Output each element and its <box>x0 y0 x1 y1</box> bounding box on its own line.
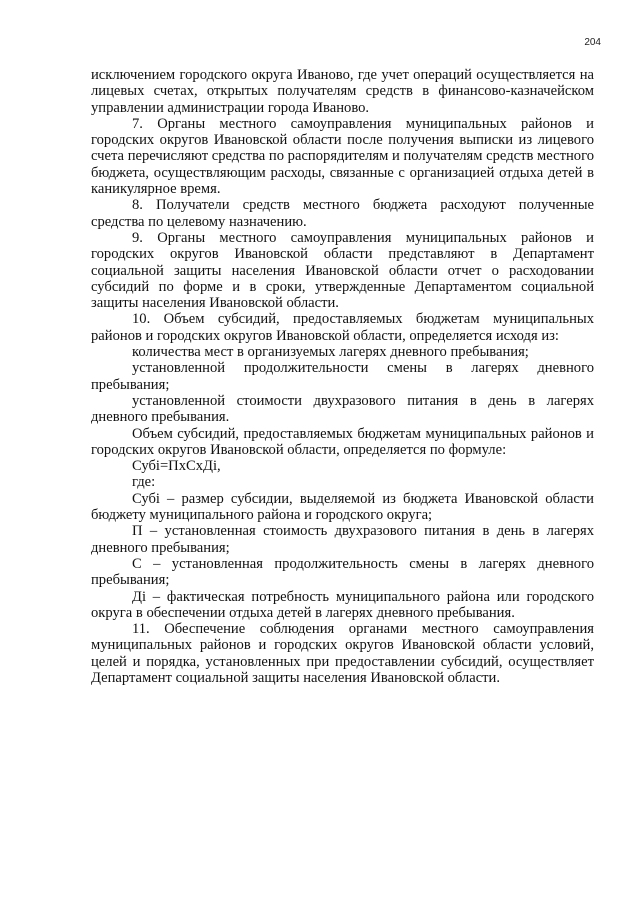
paragraph-item-7: 7. Органы местного самоуправления муниципальных районов и городских округов Ивановской области после получения выписки из лицевого счета перечисляют средства по распорядителям и получателям средств местного бюджета, осуществляющим расходы, связанные с организацией отдыха детей в каникулярное время. <box>91 115 594 198</box>
paragraph-item-8: 8. Получатели средств местного бюджета расходуют полученные средства по целевому назначению. <box>91 197 594 230</box>
definition-p: П – установленная стоимость двухразового питания в день в лагерях дневного пребывания; <box>91 523 594 556</box>
paragraph-formula-intro: Объем субсидий, предоставляемых бюджетам муниципальных районов и городских округов Ивановской области, определяется по формуле: <box>91 425 594 458</box>
list-item-duration: установленной продолжительности смены в лагерях дневного пребывания; <box>91 360 594 393</box>
document-body <box>91 67 594 686</box>
definition-sub: Субі – размер субсидии, выделяемой из бюджета Ивановской области бюджету муниципального района и городского округа; <box>91 490 594 524</box>
page-number: 204 <box>584 37 601 48</box>
list-item-places: количества мест в организуемых лагерях дневного пребывания; <box>132 344 529 361</box>
definition-d: Ді – фактическая потребность муниципального района или городского округа в обеспечении отдыха детей в лагерях дневного пребывания. <box>91 588 594 621</box>
formula-where: где: <box>132 474 156 491</box>
paragraph-item-10: 10. Объем субсидий, предоставляемых бюджетам муниципальных районов и городских округов Ивановской области, определяется исходя из: <box>91 311 594 344</box>
paragraph-continuation: исключением городского округа Иваново, где учет операций осуществляется на лицевых счетах, открытых получателям средств в финансово-казначейском управлении администрации города Иваново. <box>91 67 594 116</box>
definition-c: С – установленная продолжительность смены в лагерях дневного пребывания; <box>91 555 594 589</box>
paragraph-item-11: 11. Обеспечение соблюдения органами местного самоуправления муниципальных районов и городских округов Ивановской области условий, целей и порядка, установленных при предоставлении субсидий, осуществляет Департамент социальной защиты населения Ивановской области. <box>91 621 594 686</box>
paragraph-item-9: 9. Органы местного самоуправления муниципальных районов и городских округов Ивановской области представляют в Департамент социальной защиты населения Ивановской области отчет о расходовании субсидий по форме и в сроки, утвержденные Департаментом социальной защиты населения Ивановской области. <box>91 229 594 312</box>
list-item-cost: установленной стоимости двухразового питания в день в лагерях дневного пребывания. <box>91 392 594 426</box>
formula: Субі=ПхСхДі, <box>132 458 221 475</box>
